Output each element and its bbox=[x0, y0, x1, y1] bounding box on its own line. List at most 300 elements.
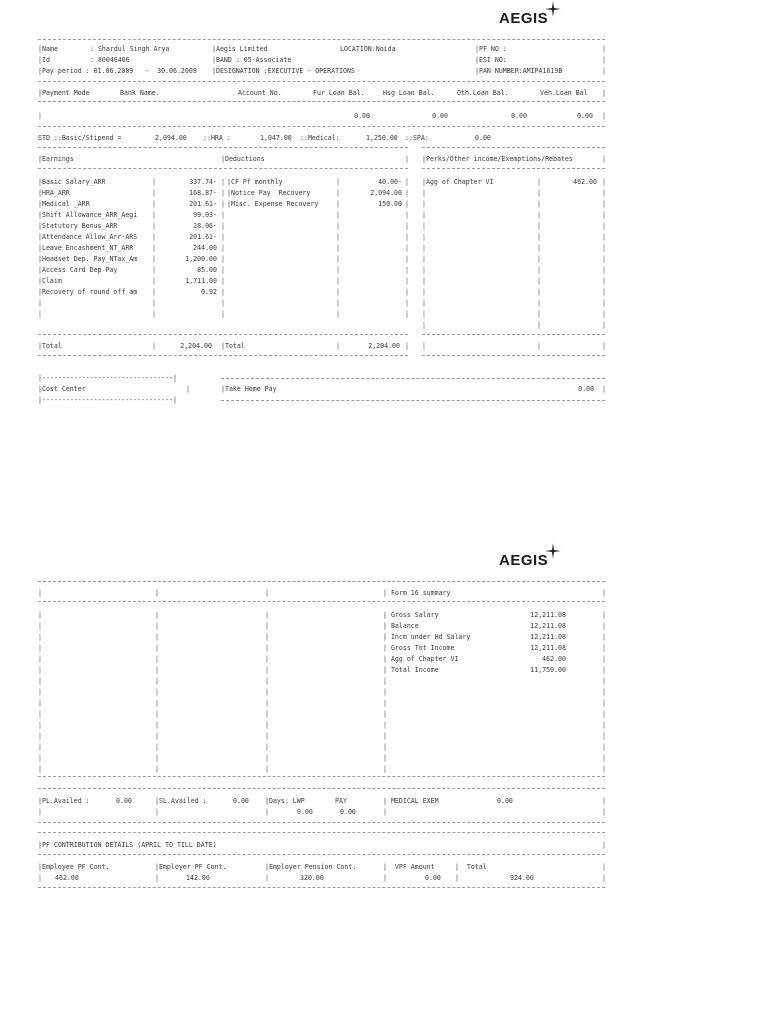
form16-label: | Balance bbox=[383, 622, 419, 630]
border-bar: | bbox=[602, 622, 606, 630]
brand-text: AEGIS bbox=[499, 552, 549, 569]
border-bar: | bbox=[38, 666, 42, 674]
std-hra-value: 1,047.00 bbox=[260, 134, 292, 142]
deduction-value: 40.00- bbox=[378, 178, 402, 186]
border-bar: | bbox=[405, 342, 409, 350]
border-bar: | bbox=[38, 310, 42, 318]
earnings-header: |Earnings bbox=[38, 155, 74, 163]
border-bar: | bbox=[537, 277, 541, 285]
border-bar: | bbox=[537, 321, 541, 329]
border-bar: | bbox=[265, 721, 269, 729]
earning-value: 201.61- bbox=[189, 233, 217, 241]
border-bar: | bbox=[221, 200, 225, 208]
border-bar: | bbox=[336, 342, 340, 350]
border-bar: | bbox=[38, 655, 42, 663]
border-bar: | bbox=[383, 699, 387, 707]
border-bar: | bbox=[602, 710, 606, 718]
divider bbox=[38, 832, 605, 833]
border-bar: | bbox=[152, 211, 156, 219]
pf-total-header: | Total bbox=[455, 863, 487, 871]
perks-header: |Perks/Other income/Exemptions/Rebates bbox=[422, 155, 573, 163]
border-bar: | bbox=[602, 688, 606, 696]
earning-value: 0.92 bbox=[201, 288, 217, 296]
border-bar: | bbox=[221, 178, 225, 186]
lwp-value: 0.00 bbox=[297, 808, 313, 816]
pl-availed-value: 0.00 bbox=[116, 797, 132, 805]
border-bar: | bbox=[38, 633, 42, 641]
border-bar: | bbox=[38, 688, 42, 696]
aegis-logo bbox=[499, 10, 548, 27]
border-bar: | bbox=[155, 677, 159, 685]
earning-value: 168.87- bbox=[189, 189, 217, 197]
border-bar: | bbox=[602, 89, 606, 97]
border-bar: | bbox=[155, 721, 159, 729]
border-bar: | bbox=[422, 310, 426, 318]
earnings-total-value: 2,204.00 bbox=[180, 342, 212, 350]
earning-label: |HRA_ARR bbox=[38, 189, 70, 197]
border-bar: | bbox=[383, 721, 387, 729]
divider bbox=[38, 854, 605, 855]
border-bar: | bbox=[265, 666, 269, 674]
border-bar: | bbox=[152, 222, 156, 230]
border-bar: | bbox=[38, 743, 42, 751]
border-bar: | bbox=[152, 244, 156, 252]
border-bar: | bbox=[155, 589, 159, 597]
border-bar: | bbox=[422, 342, 426, 350]
divider bbox=[38, 822, 605, 823]
std-basic-label: STD ::Basic/Stipend = bbox=[38, 134, 122, 142]
earning-label: |Headset Dep. Pay_NTax_Am bbox=[38, 255, 138, 263]
earning-label: |Shift Allowance_ARR_Aegi bbox=[38, 211, 138, 219]
border-bar: | bbox=[602, 266, 606, 274]
earning-value: 201.61- bbox=[189, 200, 217, 208]
border-bar: | bbox=[265, 611, 269, 619]
border-bar: | bbox=[265, 633, 269, 641]
vpf-amount-header: | VPF Amount bbox=[383, 863, 435, 871]
divider bbox=[422, 334, 605, 335]
border-bar: | bbox=[336, 178, 340, 186]
earning-label: |Attendance Allow_Arr-ARS bbox=[38, 233, 138, 241]
border-bar: | bbox=[265, 677, 269, 685]
form16-value: 12,211.08 bbox=[530, 644, 566, 652]
border-bar: | bbox=[336, 233, 340, 241]
border-bar: | bbox=[221, 211, 225, 219]
border-bar: | bbox=[602, 67, 606, 75]
form16-label: | Agg of Chapter VI bbox=[383, 655, 459, 663]
border-bar: | bbox=[152, 189, 156, 197]
border-bar: | bbox=[38, 765, 42, 773]
border-bar: | bbox=[602, 655, 606, 663]
std-spa-label: ::SPA: bbox=[405, 134, 429, 142]
border-bar: | bbox=[602, 589, 606, 597]
border-bar: | bbox=[405, 155, 409, 163]
border-bar: | bbox=[405, 277, 409, 285]
border-bar: | bbox=[602, 732, 606, 740]
border-bar: | bbox=[405, 255, 409, 263]
std-basic-value: 2,094.00 bbox=[155, 134, 187, 142]
divider bbox=[38, 101, 605, 102]
border-bar: | bbox=[537, 255, 541, 263]
border-bar: | bbox=[155, 765, 159, 773]
form16-value: 11,750.00 bbox=[530, 666, 566, 674]
oth-loan-header: Oth.Loan Bal. bbox=[457, 89, 509, 97]
border-bar: | bbox=[422, 244, 426, 252]
border-bar: | bbox=[265, 710, 269, 718]
location: LOCATION:Noida bbox=[340, 45, 396, 53]
border-bar: | bbox=[155, 874, 159, 882]
divider bbox=[221, 400, 605, 401]
pay-period: |Pay period : 01.06.2009 - 30.06.2009 bbox=[38, 67, 197, 75]
border-bar: | bbox=[336, 255, 340, 263]
border-bar: | bbox=[602, 321, 606, 329]
border-bar: | bbox=[602, 721, 606, 729]
border-bar: | bbox=[265, 743, 269, 751]
border-bar: | bbox=[155, 699, 159, 707]
border-bar: | bbox=[38, 589, 42, 597]
form16-label: | Gross Salary bbox=[383, 611, 439, 619]
hsg-loan-value: 0.00 bbox=[432, 112, 448, 120]
border-bar: | bbox=[221, 189, 225, 197]
deduction-label: |CF Pf monthly bbox=[227, 178, 283, 186]
border-bar: | bbox=[602, 277, 606, 285]
border-bar: | bbox=[38, 699, 42, 707]
employer-pf-header: |Employer PF Cont. bbox=[155, 863, 227, 871]
border-bar: | bbox=[155, 622, 159, 630]
border-bar: | bbox=[602, 754, 606, 762]
border-bar: | bbox=[405, 222, 409, 230]
vpf-amount-value: 0.00 bbox=[425, 874, 441, 882]
border-bar: | bbox=[405, 266, 409, 274]
name-value: : Shardul Singh Arya bbox=[90, 45, 170, 53]
border-bar: | bbox=[537, 222, 541, 230]
border-bar: | bbox=[155, 743, 159, 751]
border-bar: | bbox=[336, 266, 340, 274]
border-bar: | bbox=[221, 244, 225, 252]
border-bar: | bbox=[336, 277, 340, 285]
border-bar: | bbox=[602, 841, 606, 849]
border-bar: | bbox=[155, 633, 159, 641]
border-bar: | bbox=[602, 222, 606, 230]
earning-label: |Leave Encashment_NT_ARR bbox=[38, 244, 134, 252]
earning-label: |Claim bbox=[38, 277, 62, 285]
border-bar: | bbox=[383, 677, 387, 685]
border-bar: | bbox=[152, 310, 156, 318]
border-bar: | bbox=[537, 342, 541, 350]
border-bar: | bbox=[422, 233, 426, 241]
border-bar: | bbox=[152, 255, 156, 263]
divider bbox=[38, 776, 605, 777]
border-bar: | bbox=[152, 277, 156, 285]
border-bar: | bbox=[455, 874, 459, 882]
border-bar: | bbox=[602, 808, 606, 816]
border-bar: | bbox=[265, 699, 269, 707]
border-bar: | bbox=[383, 754, 387, 762]
border-bar: | bbox=[602, 874, 606, 882]
take-home-label: |Take Home Pay bbox=[221, 385, 277, 393]
pf-total-value: 924.00 bbox=[510, 874, 534, 882]
pf-title: |PF CONTRIBUTION DETAILS (APRIL TO TILL DATE) bbox=[38, 841, 217, 849]
border-bar: | bbox=[152, 299, 156, 307]
border-bar: | bbox=[537, 299, 541, 307]
deduction-label: |Misc. Expense Recovery bbox=[227, 200, 319, 208]
divider bbox=[38, 788, 605, 789]
employee-pf-header: |Employee PF Cont. bbox=[38, 863, 110, 871]
border-bar: | bbox=[265, 754, 269, 762]
divider bbox=[38, 147, 408, 148]
border-bar: | bbox=[422, 222, 426, 230]
border-bar: | bbox=[537, 288, 541, 296]
border-bar: | bbox=[602, 189, 606, 197]
border-bar: | bbox=[602, 299, 606, 307]
std-hra-label: ::HRA : bbox=[203, 134, 231, 142]
name-label: |Name bbox=[38, 45, 58, 53]
border-bar: | bbox=[602, 178, 606, 186]
border-bar: | bbox=[405, 189, 409, 197]
border-bar: | bbox=[383, 710, 387, 718]
border-bar: | bbox=[602, 255, 606, 263]
account-no-header: Account No. bbox=[238, 89, 282, 97]
earning-label: |Basic Salary_ARR bbox=[38, 178, 106, 186]
border-bar: | bbox=[155, 666, 159, 674]
border-bar: | bbox=[38, 808, 42, 816]
border-bar: | bbox=[537, 266, 541, 274]
border-bar: | bbox=[422, 299, 426, 307]
divider bbox=[38, 334, 408, 335]
border-bar: | bbox=[602, 611, 606, 619]
border-bar: | bbox=[155, 808, 159, 816]
border-bar: | bbox=[221, 277, 225, 285]
border-bar: | bbox=[221, 310, 225, 318]
take-home-value: 0.00 bbox=[578, 385, 594, 393]
border-bar: | bbox=[38, 754, 42, 762]
border-bar: | bbox=[602, 863, 606, 871]
divider bbox=[422, 355, 605, 356]
border-bar: | bbox=[152, 342, 156, 350]
border-bar: | bbox=[602, 765, 606, 773]
border-bar: | bbox=[336, 211, 340, 219]
border-bar: | bbox=[265, 808, 269, 816]
border-bar: | bbox=[265, 765, 269, 773]
border-bar: | bbox=[38, 721, 42, 729]
id-label: |Id bbox=[38, 56, 50, 64]
border-bar: | bbox=[602, 233, 606, 241]
border-bar: | bbox=[38, 299, 42, 307]
form16-label: | Gross Tot Income bbox=[383, 644, 455, 652]
earning-label: |Access Card Dep Pay bbox=[38, 266, 118, 274]
border-bar: | bbox=[422, 189, 426, 197]
deductions-header: |Deductions bbox=[221, 155, 265, 163]
divider bbox=[38, 126, 605, 127]
border-bar: | bbox=[152, 266, 156, 274]
std-medical-value: 1,250.00 bbox=[366, 134, 398, 142]
veh-loan-header: Veh.Loan Bal bbox=[540, 89, 588, 97]
pl-availed-label: |PL.Availed : bbox=[38, 797, 90, 805]
fur-loan-header: Fur Loan Bal. bbox=[313, 89, 365, 97]
earning-value: 99.03- bbox=[193, 211, 217, 219]
company-name: |Aegis Limited bbox=[212, 45, 268, 53]
brand-text: AEGIS bbox=[499, 10, 549, 27]
sl-availed-value: 0.00 bbox=[233, 797, 249, 805]
form16-label: | Incm under Hd Salary bbox=[383, 633, 471, 641]
border-bar: | bbox=[336, 310, 340, 318]
esi-no: |ESI NO: bbox=[475, 56, 507, 64]
divider bbox=[38, 355, 408, 356]
border-bar: | bbox=[152, 288, 156, 296]
border-bar: | bbox=[602, 797, 606, 805]
border-bar: | bbox=[405, 200, 409, 208]
fur-loan-value: 0.00 bbox=[354, 112, 370, 120]
border-bar: | bbox=[383, 732, 387, 740]
oth-loan-value: 0.00 bbox=[511, 112, 527, 120]
divider bbox=[38, 39, 605, 40]
border-bar: | bbox=[221, 266, 225, 274]
border-bar: | bbox=[155, 611, 159, 619]
border-bar: | bbox=[38, 710, 42, 718]
border-bar: | bbox=[422, 200, 426, 208]
days-lwp-label: |Days: LWP bbox=[265, 797, 305, 805]
earning-label: |Medical _ARR bbox=[38, 200, 90, 208]
form16-label: | Total Income bbox=[383, 666, 439, 674]
border-bar: | bbox=[602, 288, 606, 296]
border-bar: | bbox=[537, 310, 541, 318]
border-bar: | bbox=[422, 255, 426, 263]
border-bar: | bbox=[265, 589, 269, 597]
cost-center-label: |Cost Center bbox=[38, 385, 86, 393]
border-bar: | bbox=[155, 754, 159, 762]
id-value: : 80046406 bbox=[90, 56, 130, 64]
border-bar: | bbox=[422, 321, 426, 329]
border-bar: | bbox=[383, 743, 387, 751]
border-bar: | bbox=[405, 211, 409, 219]
earning-value: 337.74- bbox=[189, 178, 217, 186]
border-bar: | bbox=[602, 112, 606, 120]
border-bar: | bbox=[383, 808, 387, 816]
deduction-label: |Notice Pay Recovery bbox=[227, 189, 311, 197]
border-bar: | bbox=[265, 874, 269, 882]
border-bar: | bbox=[383, 688, 387, 696]
border-bar: | bbox=[602, 743, 606, 751]
employer-pension-value: 320.00 bbox=[300, 874, 324, 882]
border-bar: | bbox=[336, 244, 340, 252]
border-bar: | bbox=[405, 299, 409, 307]
form16-value: 12,211.08 bbox=[530, 633, 566, 641]
border-bar: | bbox=[38, 644, 42, 652]
border-bar: | bbox=[155, 710, 159, 718]
border-bar: | bbox=[602, 385, 606, 393]
border-bar: | bbox=[336, 222, 340, 230]
border-bar: | bbox=[336, 189, 340, 197]
border-bar: | bbox=[336, 299, 340, 307]
border-bar: | bbox=[221, 233, 225, 241]
earning-value: 28.06- bbox=[193, 222, 217, 230]
deductions-total-label: |Total bbox=[221, 342, 245, 350]
border-bar: | bbox=[265, 655, 269, 663]
border-bar: | bbox=[405, 244, 409, 252]
sl-availed-label: |SL.Availed : bbox=[155, 797, 207, 805]
divider bbox=[221, 378, 605, 379]
border-bar: | bbox=[422, 288, 426, 296]
border-bar: | bbox=[537, 200, 541, 208]
pay-label: PAY bbox=[335, 797, 347, 805]
std-medical-label: ::Medical: bbox=[300, 134, 340, 142]
border-bar: | bbox=[537, 178, 541, 186]
star-logo-icon bbox=[545, 1, 561, 17]
designation: |DESIGNATION :EXECUTIVE - OPERATIONS bbox=[212, 67, 355, 75]
border-bar: | bbox=[38, 622, 42, 630]
border-bar: | bbox=[155, 655, 159, 663]
aegis-logo bbox=[499, 552, 548, 569]
std-spa-value: 0.00 bbox=[475, 134, 491, 142]
hsg-loan-header: Hsg Loan Bal. bbox=[383, 89, 435, 97]
border-bar: | bbox=[602, 677, 606, 685]
earnings-total-label: |Total bbox=[38, 342, 62, 350]
border-bar: | bbox=[602, 244, 606, 252]
border-bar: | bbox=[265, 688, 269, 696]
border-bar: | bbox=[422, 211, 426, 219]
border-bar: | bbox=[602, 56, 606, 64]
employee-pf-value: 462.00 bbox=[55, 874, 79, 882]
border-bar: | bbox=[383, 874, 387, 882]
border-bar: | bbox=[221, 222, 225, 230]
earning-label: |Statutory Bonus_ARR bbox=[38, 222, 118, 230]
border-bar: | bbox=[265, 644, 269, 652]
pf-no: |PF NO : bbox=[475, 45, 507, 53]
border-bar: | bbox=[383, 765, 387, 773]
medical-exem-value: 0.00 bbox=[497, 797, 513, 805]
pay-value: 0.00 bbox=[340, 808, 356, 816]
deduction-value: 150.00 bbox=[378, 200, 402, 208]
pan-number: |PAN NUMBER:AMIPA1619B bbox=[475, 67, 563, 75]
earning-value: 85.00 bbox=[197, 266, 217, 274]
border-bar: | bbox=[602, 310, 606, 318]
border-bar: | bbox=[38, 677, 42, 685]
veh-loan-value: 0.00 bbox=[577, 112, 593, 120]
border-bar: | bbox=[38, 732, 42, 740]
deductions-total-value: 2,204.00 bbox=[368, 342, 400, 350]
divider bbox=[38, 581, 605, 582]
border-bar: | bbox=[265, 622, 269, 630]
border-bar: | bbox=[155, 688, 159, 696]
border-bar: | bbox=[265, 732, 269, 740]
border-bar: | bbox=[155, 644, 159, 652]
border-bar: | bbox=[537, 189, 541, 197]
border-bar: | bbox=[405, 178, 409, 186]
border-bar: | bbox=[537, 244, 541, 252]
cost-center-bottom: |---------------------------------| bbox=[38, 396, 177, 404]
border-bar: | bbox=[152, 233, 156, 241]
border-bar: | bbox=[602, 666, 606, 674]
border-bar: | bbox=[405, 233, 409, 241]
border-bar: | bbox=[38, 874, 42, 882]
border-bar: | bbox=[422, 266, 426, 274]
border-bar: | bbox=[155, 732, 159, 740]
form16-value: 462.00 bbox=[542, 655, 566, 663]
form16-value: 12,211.08 bbox=[530, 611, 566, 619]
border-bar: | bbox=[336, 288, 340, 296]
divider bbox=[422, 147, 605, 148]
earning-label: |Recovery of round off am bbox=[38, 288, 138, 296]
border-bar: | bbox=[602, 200, 606, 208]
border-bar: | bbox=[186, 385, 190, 393]
employer-pf-value: 142.00 bbox=[186, 874, 210, 882]
divider bbox=[422, 168, 605, 169]
medical-exem-label: | MEDICAL EXEM bbox=[383, 797, 439, 805]
earning-value: 1,711.00 bbox=[185, 277, 217, 285]
border-bar: | bbox=[602, 155, 606, 163]
divider bbox=[38, 601, 605, 602]
border-bar: | bbox=[537, 233, 541, 241]
border-bar: | bbox=[602, 211, 606, 219]
